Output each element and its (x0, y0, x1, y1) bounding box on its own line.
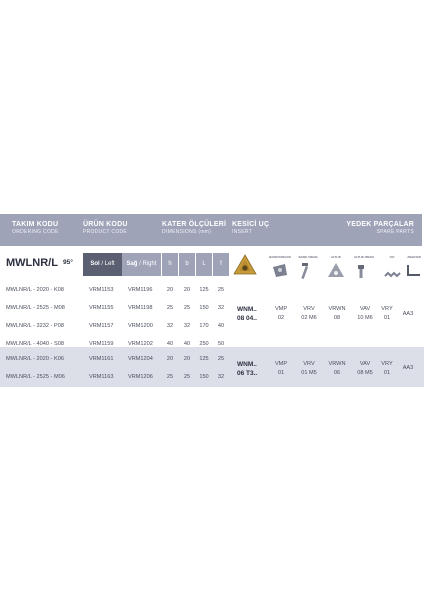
dim-h-cell: 25 (166, 305, 174, 311)
dim-f-cell: 25 (217, 287, 225, 293)
dim-f-cell: 50 (217, 341, 225, 347)
model-angle: 95° (63, 259, 73, 266)
table-row (0, 367, 230, 387)
dim-l-cell: 125 (199, 287, 209, 293)
sol-left-header: Sol / Left (83, 253, 122, 276)
insert-image (233, 254, 257, 276)
sag-right-header: Sağ / Right (122, 253, 161, 276)
dim-l-cell: 250 (199, 341, 209, 347)
table-row (0, 316, 230, 336)
vry-group-2: VRY 01 (381, 361, 393, 376)
header-dimensions: KATER ÖLÇÜLERİ DIMENSIONS (mm) (162, 221, 227, 235)
insert-code-group-1: WNM.. 08 04.. (237, 306, 257, 322)
header-spare-parts: YEDEK PARÇALAR SPARE PARTS (346, 221, 414, 235)
vrwn-group-2: VRWN 06 (328, 361, 346, 376)
ordering-code-cell: MWLNR/L - 2020 - K08 (6, 287, 64, 293)
vav-group-2: VAV 08 M5 (357, 361, 373, 376)
sol-code-cell: VRM1153 (89, 287, 114, 293)
vrwn-group-1: VRWN 08 (328, 306, 346, 321)
dim-b-cell: 25 (183, 374, 191, 380)
dim-h-cell: 20 (166, 287, 174, 293)
dim-b-cell: 20 (183, 287, 191, 293)
dim-b-cell: 40 (183, 341, 191, 347)
vrv-group-1: VRV 02 M6 (301, 306, 317, 321)
ordering-code-cell: MWLNR/L - 3232 - P08 (6, 323, 64, 329)
dim-b-cell: 32 (183, 323, 191, 329)
ordering-code-cell: MWLNR/L - 2525 - M06 (6, 374, 65, 380)
dim-f-cell: 25 (217, 356, 225, 362)
dim-l-cell: 150 (199, 305, 209, 311)
table-row (0, 298, 230, 318)
shim-screw-picture: ALTLIK VİDASI (350, 255, 378, 283)
dim-f-cell: 32 (217, 305, 225, 311)
ordering-code-cell: MWLNR/L - 2020 - K06 (6, 356, 64, 362)
sag-code-cell: VRM1202 (128, 341, 153, 347)
dim-h-cell: 40 (166, 341, 174, 347)
header-ordering-code: TAKIM KODU ORDERING CODE (12, 221, 59, 235)
dim-b-cell: 20 (183, 356, 191, 362)
model-name: MWLNR/L (6, 257, 58, 269)
sol-code-cell: VRM1161 (89, 356, 114, 362)
insert-code-group-2: WNM.. 06 T3.. (237, 361, 258, 377)
dim-l-cell: 150 (199, 374, 209, 380)
dim-l-header: L (196, 253, 212, 276)
vav-group-1: VAV 10 M6 (357, 306, 373, 321)
table-row (0, 280, 230, 300)
table-row (0, 349, 230, 369)
dim-f-cell: 32 (217, 374, 225, 380)
sol-code-cell: VRM1157 (89, 323, 114, 329)
screw-picture: BASKI VİDASI (294, 255, 322, 283)
dim-h-cell: 20 (166, 356, 174, 362)
dim-b-cell: 25 (183, 305, 191, 311)
sag-code-cell: VRM1198 (128, 305, 153, 311)
sag-code-cell: VRM1204 (128, 356, 153, 362)
table-header (0, 214, 422, 246)
sol-code-cell: VRM1163 (89, 374, 114, 380)
sag-code-cell: VRM1206 (128, 374, 153, 380)
ordering-code-cell: MWLNR/L - 4040 - S08 (6, 341, 64, 347)
vmp-group-2: VMP 01 (274, 361, 288, 376)
sol-code-cell: VRM1155 (89, 305, 114, 311)
dim-f-header: f (213, 253, 229, 276)
dim-b-header: b (179, 253, 195, 276)
ordering-code-cell: MWLNR/L - 2525 - M08 (6, 305, 65, 311)
allen-key-picture: ANAHTAR (400, 255, 424, 283)
vmp-group-1: VMP 02 (274, 306, 288, 321)
vry-group-1: VRY 01 (381, 306, 393, 321)
sag-code-cell: VRM1196 (128, 287, 153, 293)
dim-h-cell: 32 (166, 323, 174, 329)
wedge-clamp-picture: BASKI PARÇASI (266, 255, 294, 283)
header-insert: KESİCİ UÇ INSERT (232, 221, 270, 235)
spring-picture: YAY (378, 255, 406, 283)
dim-h-header: h (162, 253, 178, 276)
dim-l-cell: 125 (199, 356, 209, 362)
sag-code-cell: VRM1200 (128, 323, 153, 329)
header-product-code: ÜRÜN KODU PRODUCT CODE (83, 221, 128, 235)
dim-l-cell: 170 (199, 323, 209, 329)
sol-code-cell: VRM1159 (89, 341, 114, 347)
dim-h-cell: 25 (166, 374, 174, 380)
dim-f-cell: 40 (217, 323, 225, 329)
vrv-group-2: VRV 01 M5 (301, 361, 317, 376)
shim-picture: ALTLIK (322, 255, 350, 283)
aa-group-2: AA3 (402, 365, 414, 371)
aa-group-1: AA3 (402, 311, 414, 317)
